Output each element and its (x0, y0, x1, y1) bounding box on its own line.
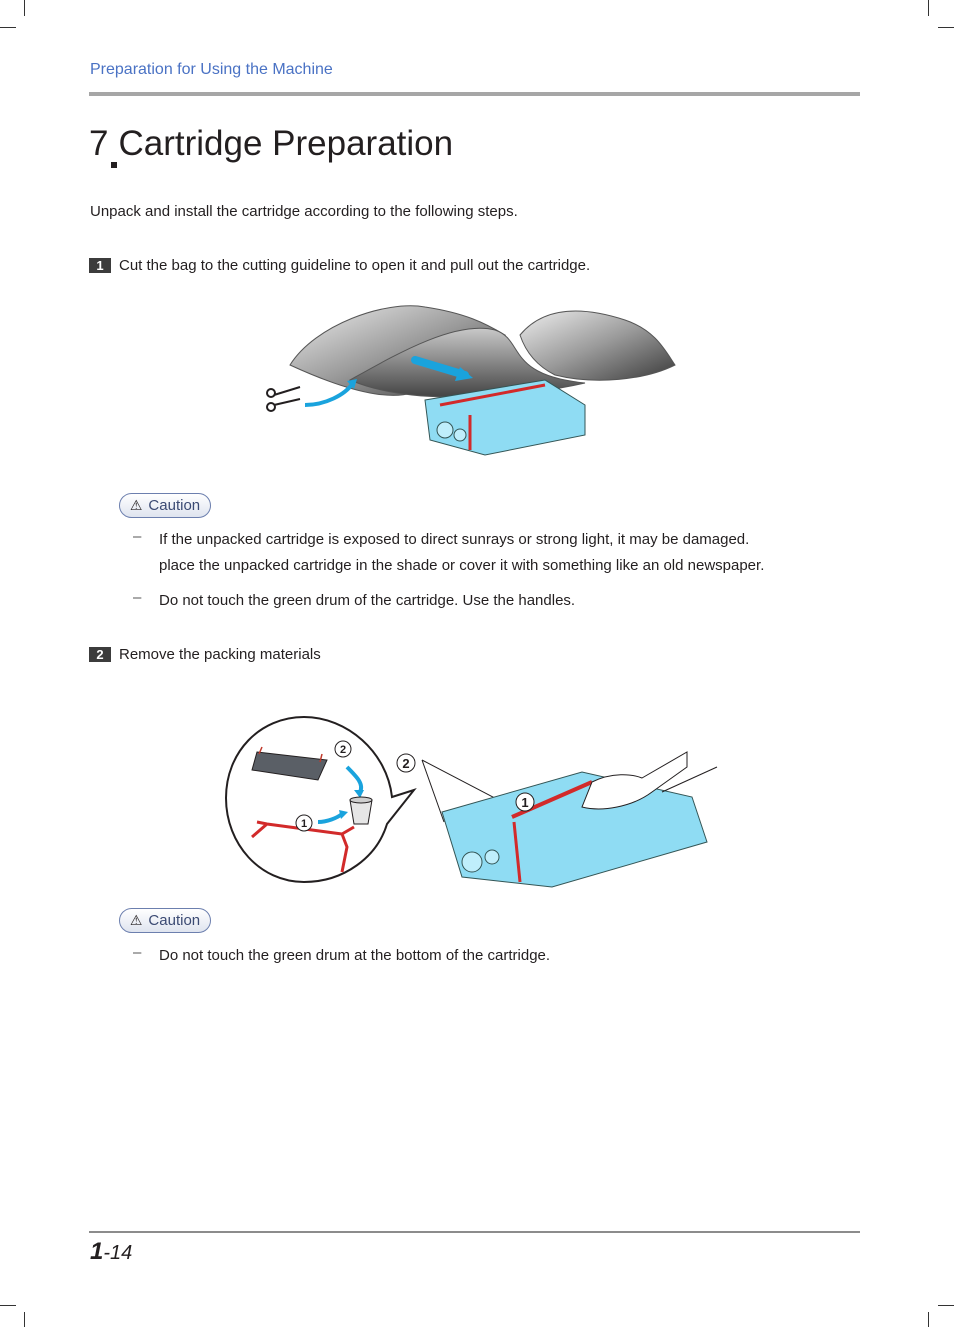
callout-2: 2 (339, 744, 347, 756)
scissors-icon (267, 387, 300, 411)
chapter-title-text: Cartridge Preparation (118, 124, 454, 163)
page-number: 1-14 (90, 1238, 133, 1265)
step-text: Cut the bag to the cutting guideline to open it and pull out the cartridge. (119, 257, 591, 274)
crop-mark (928, 1312, 929, 1327)
packing-removal-illustration (222, 712, 722, 912)
step-badge: 1 (89, 258, 111, 273)
trash-can-icon (350, 797, 372, 824)
chapter-number: 7 (89, 124, 118, 164)
caution-badge: ⚠ Caution (119, 493, 211, 518)
callout-1b: 1 (521, 795, 529, 810)
step-text: Remove the packing materials (119, 646, 321, 663)
crop-mark (24, 0, 25, 16)
callout-2b: 2 (402, 756, 410, 771)
warning-icon: ⚠ (129, 497, 143, 513)
caution-item: – Do not touch the green drum of the cartridge. Use the handles. (133, 589, 576, 609)
step-2 (89, 646, 321, 663)
crop-mark (938, 1305, 954, 1306)
intro-text: Unpack and install the cartridge according to the following steps. (90, 203, 518, 220)
caution-badge: ⚠ Caution (119, 908, 211, 933)
step-1 (89, 257, 590, 274)
cartridge-unpack-illustration (255, 295, 685, 470)
section-header: Preparation for Using the Machine (90, 61, 333, 78)
caution-item: – If the unpacked cartridge is exposed to direct sunrays or strong light, it may be damaged. place the unpacked cartridge in the shade or cover it with something like an old newspaper. (133, 528, 765, 574)
callout-1: 1 (300, 818, 308, 830)
caution-item: – Do not touch the green drum at the bottom of the cartridge. (133, 944, 551, 964)
crop-mark (938, 27, 954, 28)
crop-mark (0, 27, 16, 28)
crop-mark (0, 1305, 16, 1306)
page-title (89, 124, 453, 164)
warning-icon: ⚠ (129, 912, 143, 928)
step-badge: 2 (89, 647, 111, 662)
crop-mark (928, 0, 929, 16)
crop-mark (24, 1312, 25, 1327)
footer-divider (89, 1231, 860, 1233)
header-divider (89, 92, 860, 96)
